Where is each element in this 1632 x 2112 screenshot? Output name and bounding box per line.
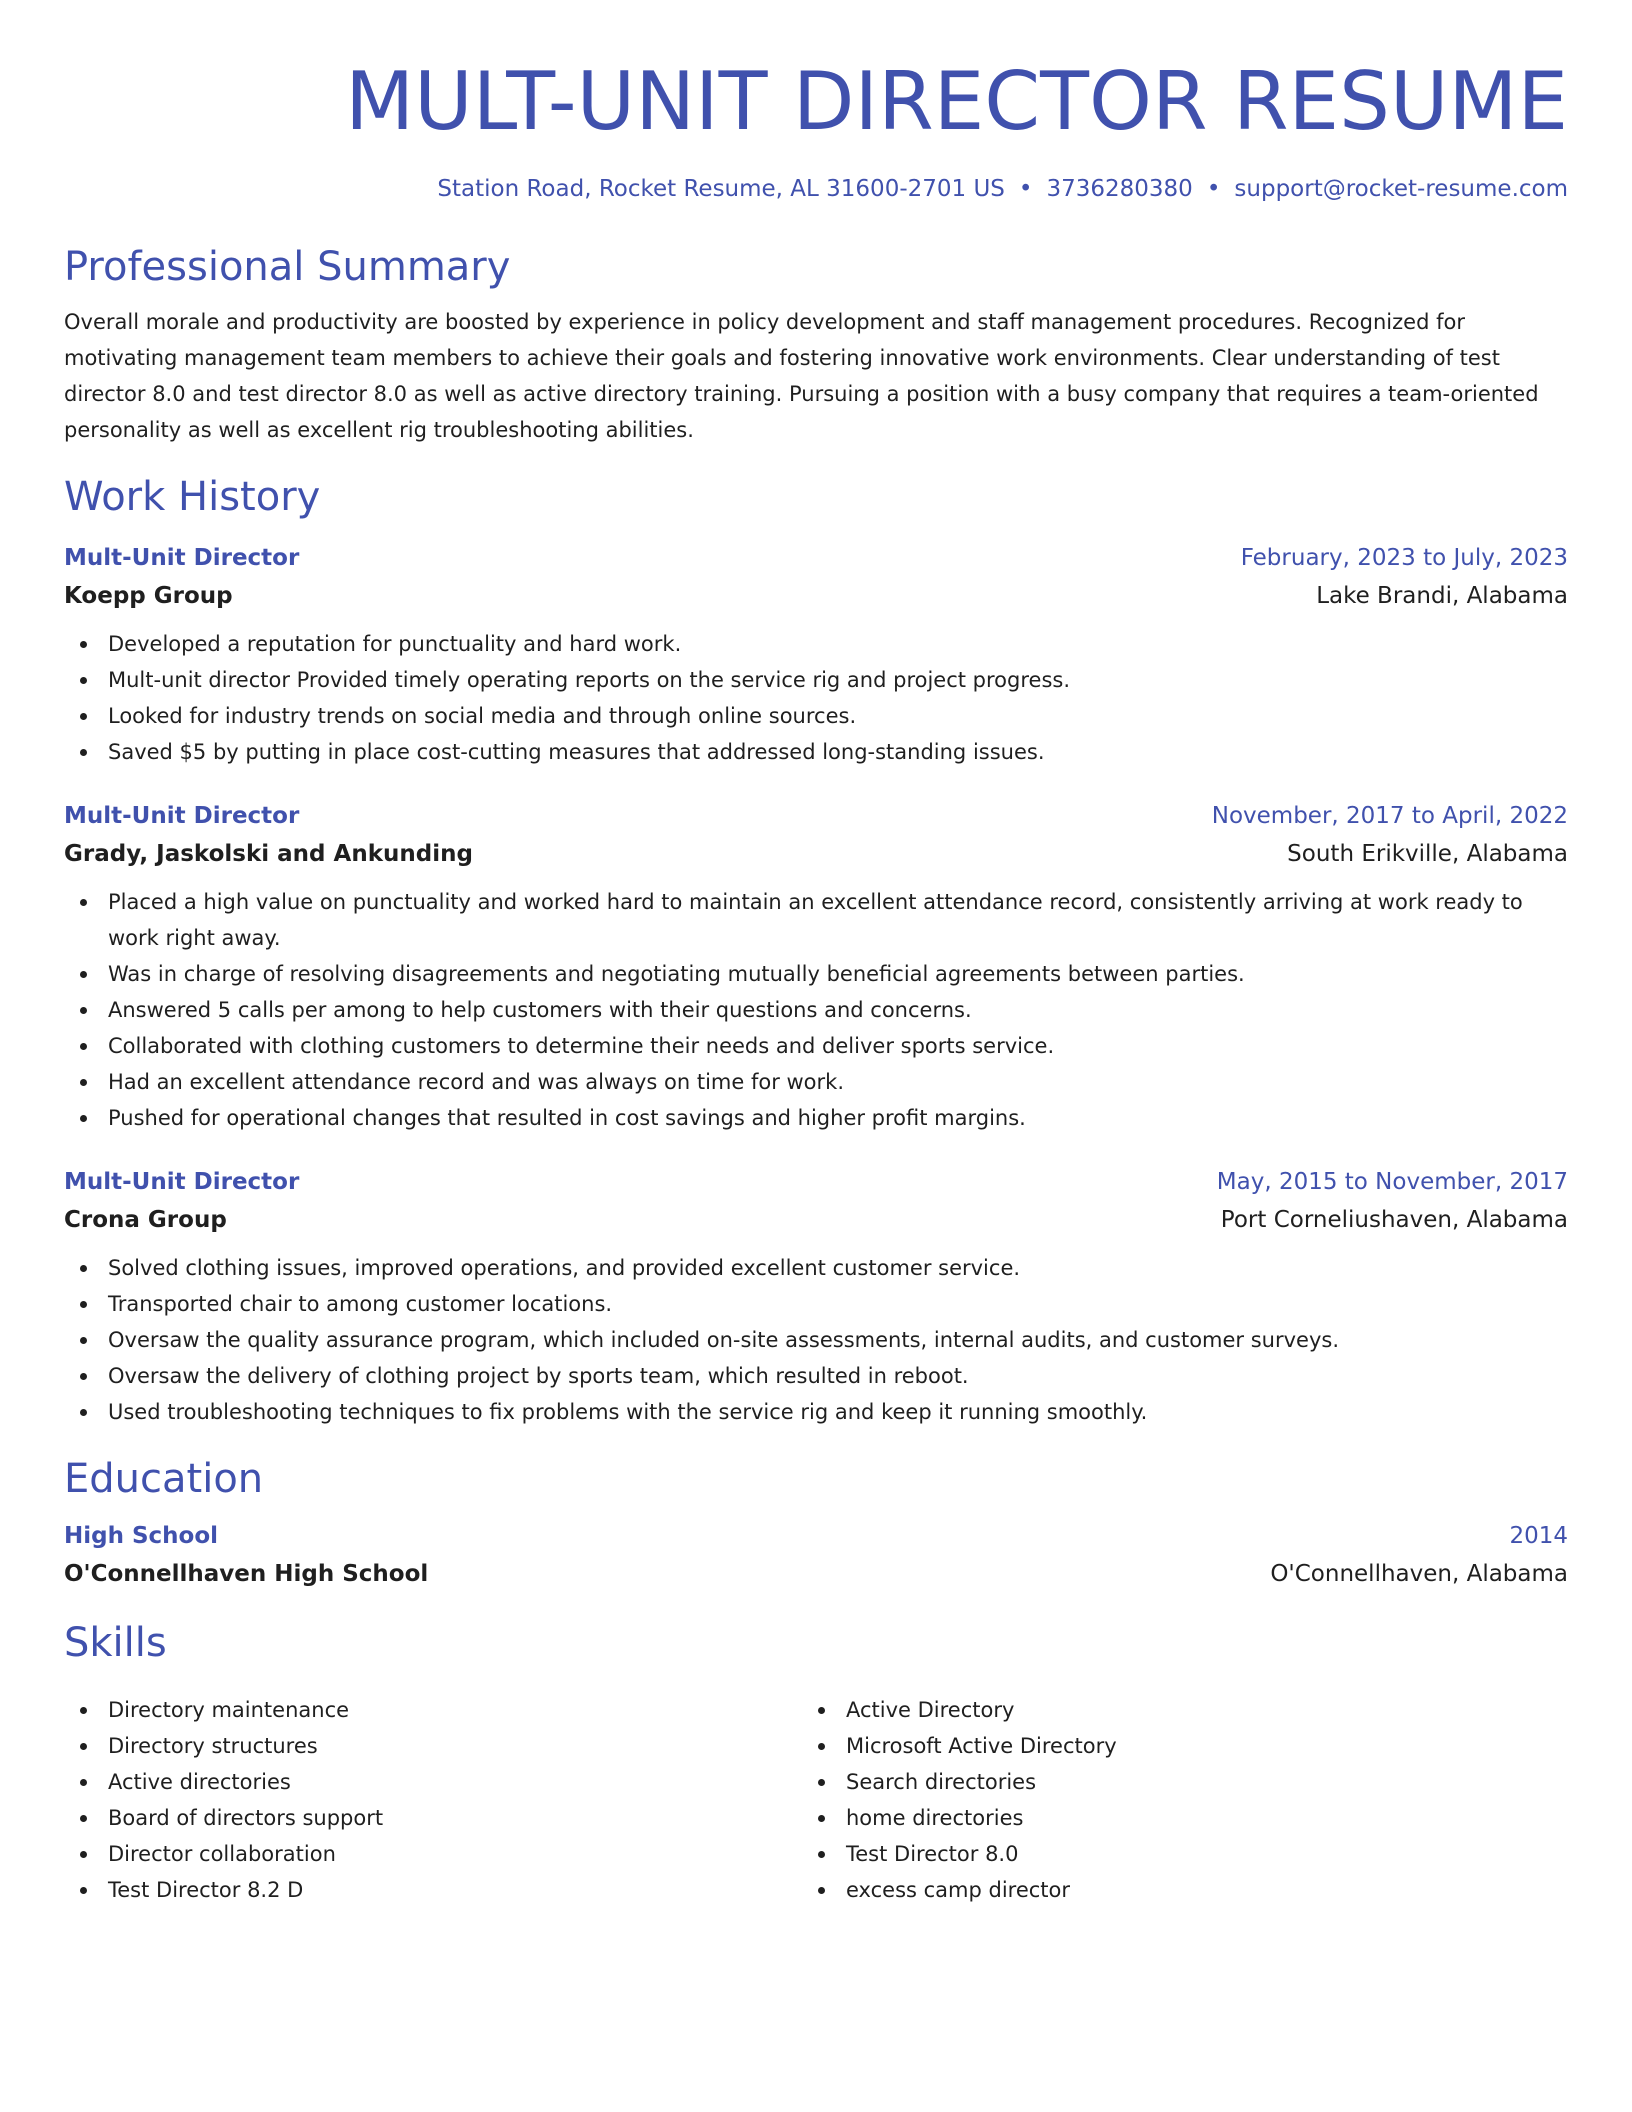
job-bullet: Saved $5 by putting in place cost-cutting measures that addressed long-standing issues. <box>64 734 1568 770</box>
job-header-row <box>64 798 1568 834</box>
job-bullets <box>64 626 1568 770</box>
contact-separator: • <box>1206 176 1221 202</box>
skill-item: Microsoft Active Directory <box>802 1728 1542 1764</box>
section-title-work-history: Work History <box>64 474 321 520</box>
job-bullet: Oversaw the quality assurance program, which included on-site assessments, internal audits, and customer surveys. <box>64 1322 1568 1358</box>
education-section <box>64 1454 1568 1594</box>
section-title-summary: Professional Summary <box>64 244 511 290</box>
job-location: South Erikville, Alabama <box>1287 841 1568 867</box>
job-bullet: Developed a reputation for punctuality and hard work. <box>64 626 1568 662</box>
job-company-row <box>64 1200 1568 1240</box>
job-entry <box>64 1164 1568 1430</box>
contact-line <box>64 172 1568 206</box>
job-dates: May, 2015 to November, 2017 <box>1216 1169 1568 1195</box>
job-bullet: Mult-unit director Provided timely operating reports on the service rig and project progress. <box>64 662 1568 698</box>
skill-item: Test Director 8.0 <box>802 1836 1542 1872</box>
contact-address: Station Road, Rocket Resume, AL 31600-2701 US <box>437 176 1005 202</box>
skill-item: Directory maintenance <box>64 1692 802 1728</box>
job-bullet: Looked for industry trends on social media and through online sources. <box>64 698 1568 734</box>
skill-item: Search directories <box>802 1764 1542 1800</box>
job-bullet: Oversaw the delivery of clothing project by sports team, which resulted in reboot. <box>64 1358 1568 1394</box>
contact-email: support@rocket-resume.com <box>1234 176 1568 202</box>
education-school: O'Connellhaven High School <box>64 1561 429 1587</box>
skill-item: Active Directory <box>802 1692 1542 1728</box>
contact-separator: • <box>1018 176 1033 202</box>
summary-section <box>64 242 1568 448</box>
skill-item: Director collaboration <box>64 1836 802 1872</box>
contact-phone: 3736280380 <box>1046 176 1193 202</box>
job-location: Port Corneliushaven, Alabama <box>1220 1207 1568 1233</box>
education-entry <box>64 1518 1568 1594</box>
job-company-row <box>64 834 1568 874</box>
job-role: Mult-Unit Director <box>64 545 300 571</box>
work-history-section <box>64 472 1568 1430</box>
education-header-row <box>64 1518 1568 1554</box>
job-bullet: Used troubleshooting techniques to fix problems with the service rig and keep it running smoothly. <box>64 1394 1568 1430</box>
skill-item: home directories <box>802 1800 1542 1836</box>
skill-item: Active directories <box>64 1764 802 1800</box>
job-entry <box>64 798 1568 1136</box>
job-role: Mult-Unit Director <box>64 803 300 829</box>
section-title-education: Education <box>64 1456 264 1502</box>
skill-item: Board of directors support <box>64 1800 802 1836</box>
resume-title: MULT-UNIT DIRECTOR RESUME <box>345 55 1568 148</box>
job-role: Mult-Unit Director <box>64 1169 300 1195</box>
education-location: O'Connellhaven, Alabama <box>1270 1561 1568 1587</box>
job-company: Grady, Jaskolski and Ankunding <box>64 841 473 867</box>
job-bullet: Was in charge of resolving disagreements and negotiating mutually beneficial agreements between parties. <box>64 956 1568 992</box>
job-bullet: Transported chair to among customer locations. <box>64 1286 1568 1322</box>
job-header-row <box>64 540 1568 576</box>
job-bullet: Solved clothing issues, improved operations, and provided excellent customer service. <box>64 1250 1568 1286</box>
skill-item: Directory structures <box>64 1728 802 1764</box>
education-degree: High School <box>64 1523 219 1549</box>
skills-columns <box>64 1682 1568 1908</box>
job-bullets <box>64 1250 1568 1430</box>
skills-section <box>64 1618 1568 1908</box>
job-bullets <box>64 884 1568 1136</box>
job-bullet: Collaborated with clothing customers to determine their needs and deliver sports service. <box>64 1028 1568 1064</box>
skills-list-left <box>64 1692 802 1908</box>
job-company: Crona Group <box>64 1207 227 1233</box>
job-dates: February, 2023 to July, 2023 <box>1240 545 1568 571</box>
resume-header <box>64 0 1568 206</box>
job-entry <box>64 540 1568 770</box>
job-bullet: Had an excellent attendance record and was always on time for work. <box>64 1064 1568 1100</box>
summary-text: Overall morale and productivity are boosted by experience in policy development and staff management procedures. Recognized for motivating management team members to achieve their goals and fostering innovative work environments. Clear understanding of test director 8.0 and test director 8.0 as well as active directory training. Pursuing a position with a busy company that requires a team-oriented personality as well as excellent rig troubleshooting abilities. <box>64 310 1539 442</box>
job-header-row <box>64 1164 1568 1200</box>
section-title-skills: Skills <box>64 1620 167 1666</box>
education-school-row <box>64 1554 1568 1594</box>
job-bullet: Placed a high value on punctuality and worked hard to maintain an excellent attendance record, consistently arriving at work ready to work right away. <box>64 884 1568 956</box>
skills-list-right <box>802 1692 1542 1908</box>
job-company: Koepp Group <box>64 583 233 609</box>
education-year: 2014 <box>1509 1523 1568 1549</box>
job-dates: November, 2017 to April, 2022 <box>1211 803 1568 829</box>
job-company-row <box>64 576 1568 616</box>
job-location: Lake Brandi, Alabama <box>1316 583 1568 609</box>
job-bullet: Answered 5 calls per among to help customers with their questions and concerns. <box>64 992 1568 1028</box>
job-bullet: Pushed for operational changes that resulted in cost savings and higher profit margins. <box>64 1100 1568 1136</box>
skill-item: excess camp director <box>802 1872 1542 1908</box>
skill-item: Test Director 8.2 D <box>64 1872 802 1908</box>
